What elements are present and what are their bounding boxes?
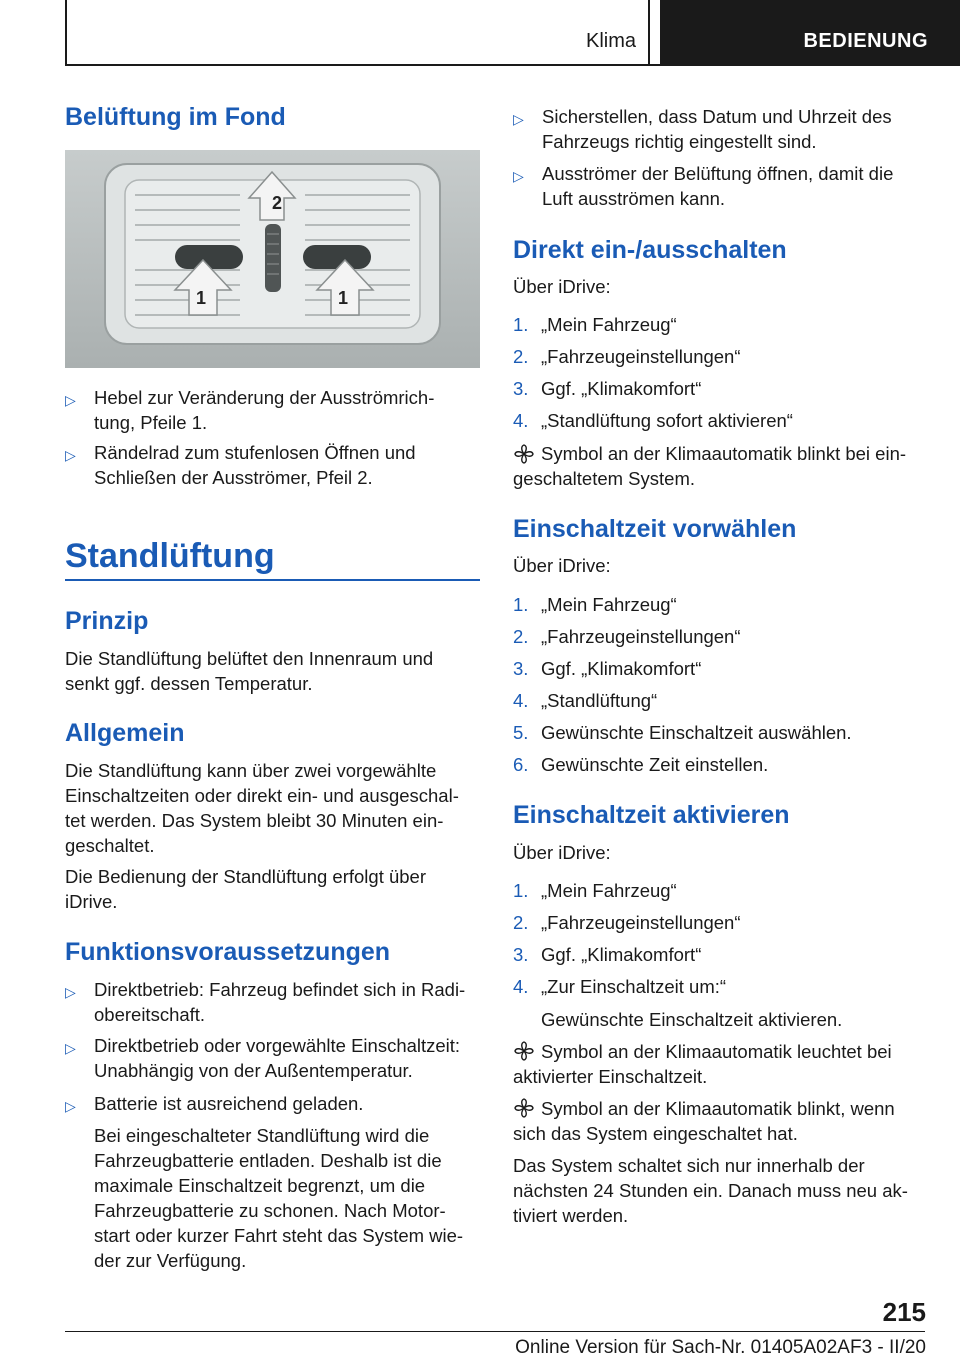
list-item: 3. Ggf. „Klimakomfort“ [513,944,702,965]
heading-fond: Belüftung im Fond [65,103,286,131]
vorwahl-intro: Über iDrive: [513,555,611,576]
heading-prinzip: Prinzip [65,607,149,635]
triangle-right-icon: ▷ [65,1040,76,1056]
allgemein-text-2: Die Bedienung der Standlüftung erfolgt über iDrive. [65,866,427,912]
list-item: 3. Ggf. „Klimakomfort“ [513,658,702,679]
batterie-text: Bei eingeschalteter Standlüftung wird die Fahrzeugbatterie entladen. Deshalb ist die maximale Einschaltzeit begrenzt, um die Fahrzeugbatterie zu schonen. Nach Motor- start oder kurzer Fahrt steht das System wie- der zur Verfügung. [94,1125,464,1271]
list-item: 4. „Standlüftung sofort aktivieren“ [513,410,793,431]
header-left-border [65,0,67,66]
aktiv-intro: Über iDrive: [513,842,611,863]
triangle-right-icon: ▷ [65,392,76,408]
header-section: Klima [585,30,636,52]
aktiv-text: Das System schaltet sich nur innerhalb der nächsten 24 Stunden ein. Danach muss neu ak- tiviert werden. [513,1155,908,1226]
list-item: ▷ Sicherstellen, dass Datum und Uhrzeit des Fahrzeugs richtig eingestellt sind. [513,106,892,152]
footer-online-version: Online Version für Sach-Nr. 01405A02AF3 - II/20 [515,1337,926,1358]
list-item: 3. Ggf. „Klimakomfort“ [513,378,702,399]
aktiv-note-2: Symbol an der Klimaautomatik blinkt, wenn sich das System eingeschaltet hat. [513,1098,895,1144]
footer-rule [65,1331,925,1332]
allgemein-text: Die Standlüftung kann über zwei vorgewählte Einschaltzeiten oder direkt ein- und ausgeschal- tet werden. Das System bleibt 30 Minuten ein- geschaltet. [65,760,459,856]
triangle-right-icon: ▷ [65,1098,76,1114]
heading-vorwahl: Einschaltzeit vorwählen [513,515,797,543]
page-number: 215 [882,1297,926,1327]
list-item: ▷ Direktbetrieb: Fahrzeug befindet sich in Radi- obereitschaft. [65,979,466,1025]
list-item: 1. „Mein Fahrzeug“ [513,314,677,335]
direkt-note: Symbol an der Klimaautomatik blinkt bei ein- geschaltetem System. [513,443,907,489]
aktiv-note-1: Symbol an der Klimaautomatik leuchtet bei aktivierter Einschaltzeit. [513,1041,892,1087]
list-item: ▷ Ausströmer der Belüftung öffnen, damit die Luft ausströmen kann. [513,163,894,209]
direkt-intro: Über iDrive: [513,276,611,297]
list-item: 1. „Mein Fahrzeug“ [513,594,677,615]
list-item: 2. „Fahrzeugeinstellungen“ [513,346,741,367]
triangle-right-icon: ▷ [513,111,524,127]
triangle-right-icon: ▷ [513,168,524,184]
figure-label-1-right: 1 [338,288,349,308]
heading-direkt: Direkt ein-/ausschalten [513,236,787,264]
figure-label-1-left: 1 [196,288,207,308]
prinzip-text: Die Standlüftung belüftet den Innenraum und senkt ggf. dessen Temperatur. [65,648,434,694]
list-item: ▷ Batterie ist ausreichend geladen. [65,1091,485,1116]
list-item: 1. „Mein Fahrzeug“ [513,880,677,901]
header-rule [65,64,960,66]
triangle-right-icon: ▷ [65,984,76,1000]
heading-standlueftung: Standlüftung [65,537,275,575]
header-chapter: BEDIENUNG [803,30,928,52]
triangle-right-icon: ▷ [65,447,76,463]
list-item: ▷ Rändelrad zum stufenlosen Öffnen und Schließen der Ausströmer, Pfeil 2. [65,442,416,488]
rear-vent-figure [65,150,480,368]
header-divider [648,0,650,66]
list-item: 2. „Fahrzeugeinstellungen“ [513,912,741,933]
list-item: 4. „Standlüftung“ [513,690,658,711]
list-item: 5. Gewünschte Einschaltzeit auswählen. [513,722,852,743]
heading-rule [65,579,480,581]
list-item: 6. Gewünschte Zeit einstellen. [513,754,769,775]
list-item: 4. „Zur Einschaltzeit um:“ [513,976,727,997]
heading-allgemein: Allgemein [65,719,185,747]
list-item: 2. „Fahrzeugeinstellungen“ [513,626,741,647]
aktiv-sub: Gewünschte Einschaltzeit aktivieren. [541,1009,843,1030]
list-item: ▷ Hebel zur Veränderung der Ausströmrich- tung, Pfeile 1. [65,387,435,433]
list-item: ▷ Direktbetrieb oder vorgewählte Einschaltzeit: Unabhängig von der Außentemperatur. [65,1035,461,1081]
heading-aktiv: Einschaltzeit aktivieren [513,801,790,829]
heading-funktionsvoraussetzungen: Funktionsvoraussetzungen [65,938,391,966]
figure-label-2: 2 [272,193,283,213]
